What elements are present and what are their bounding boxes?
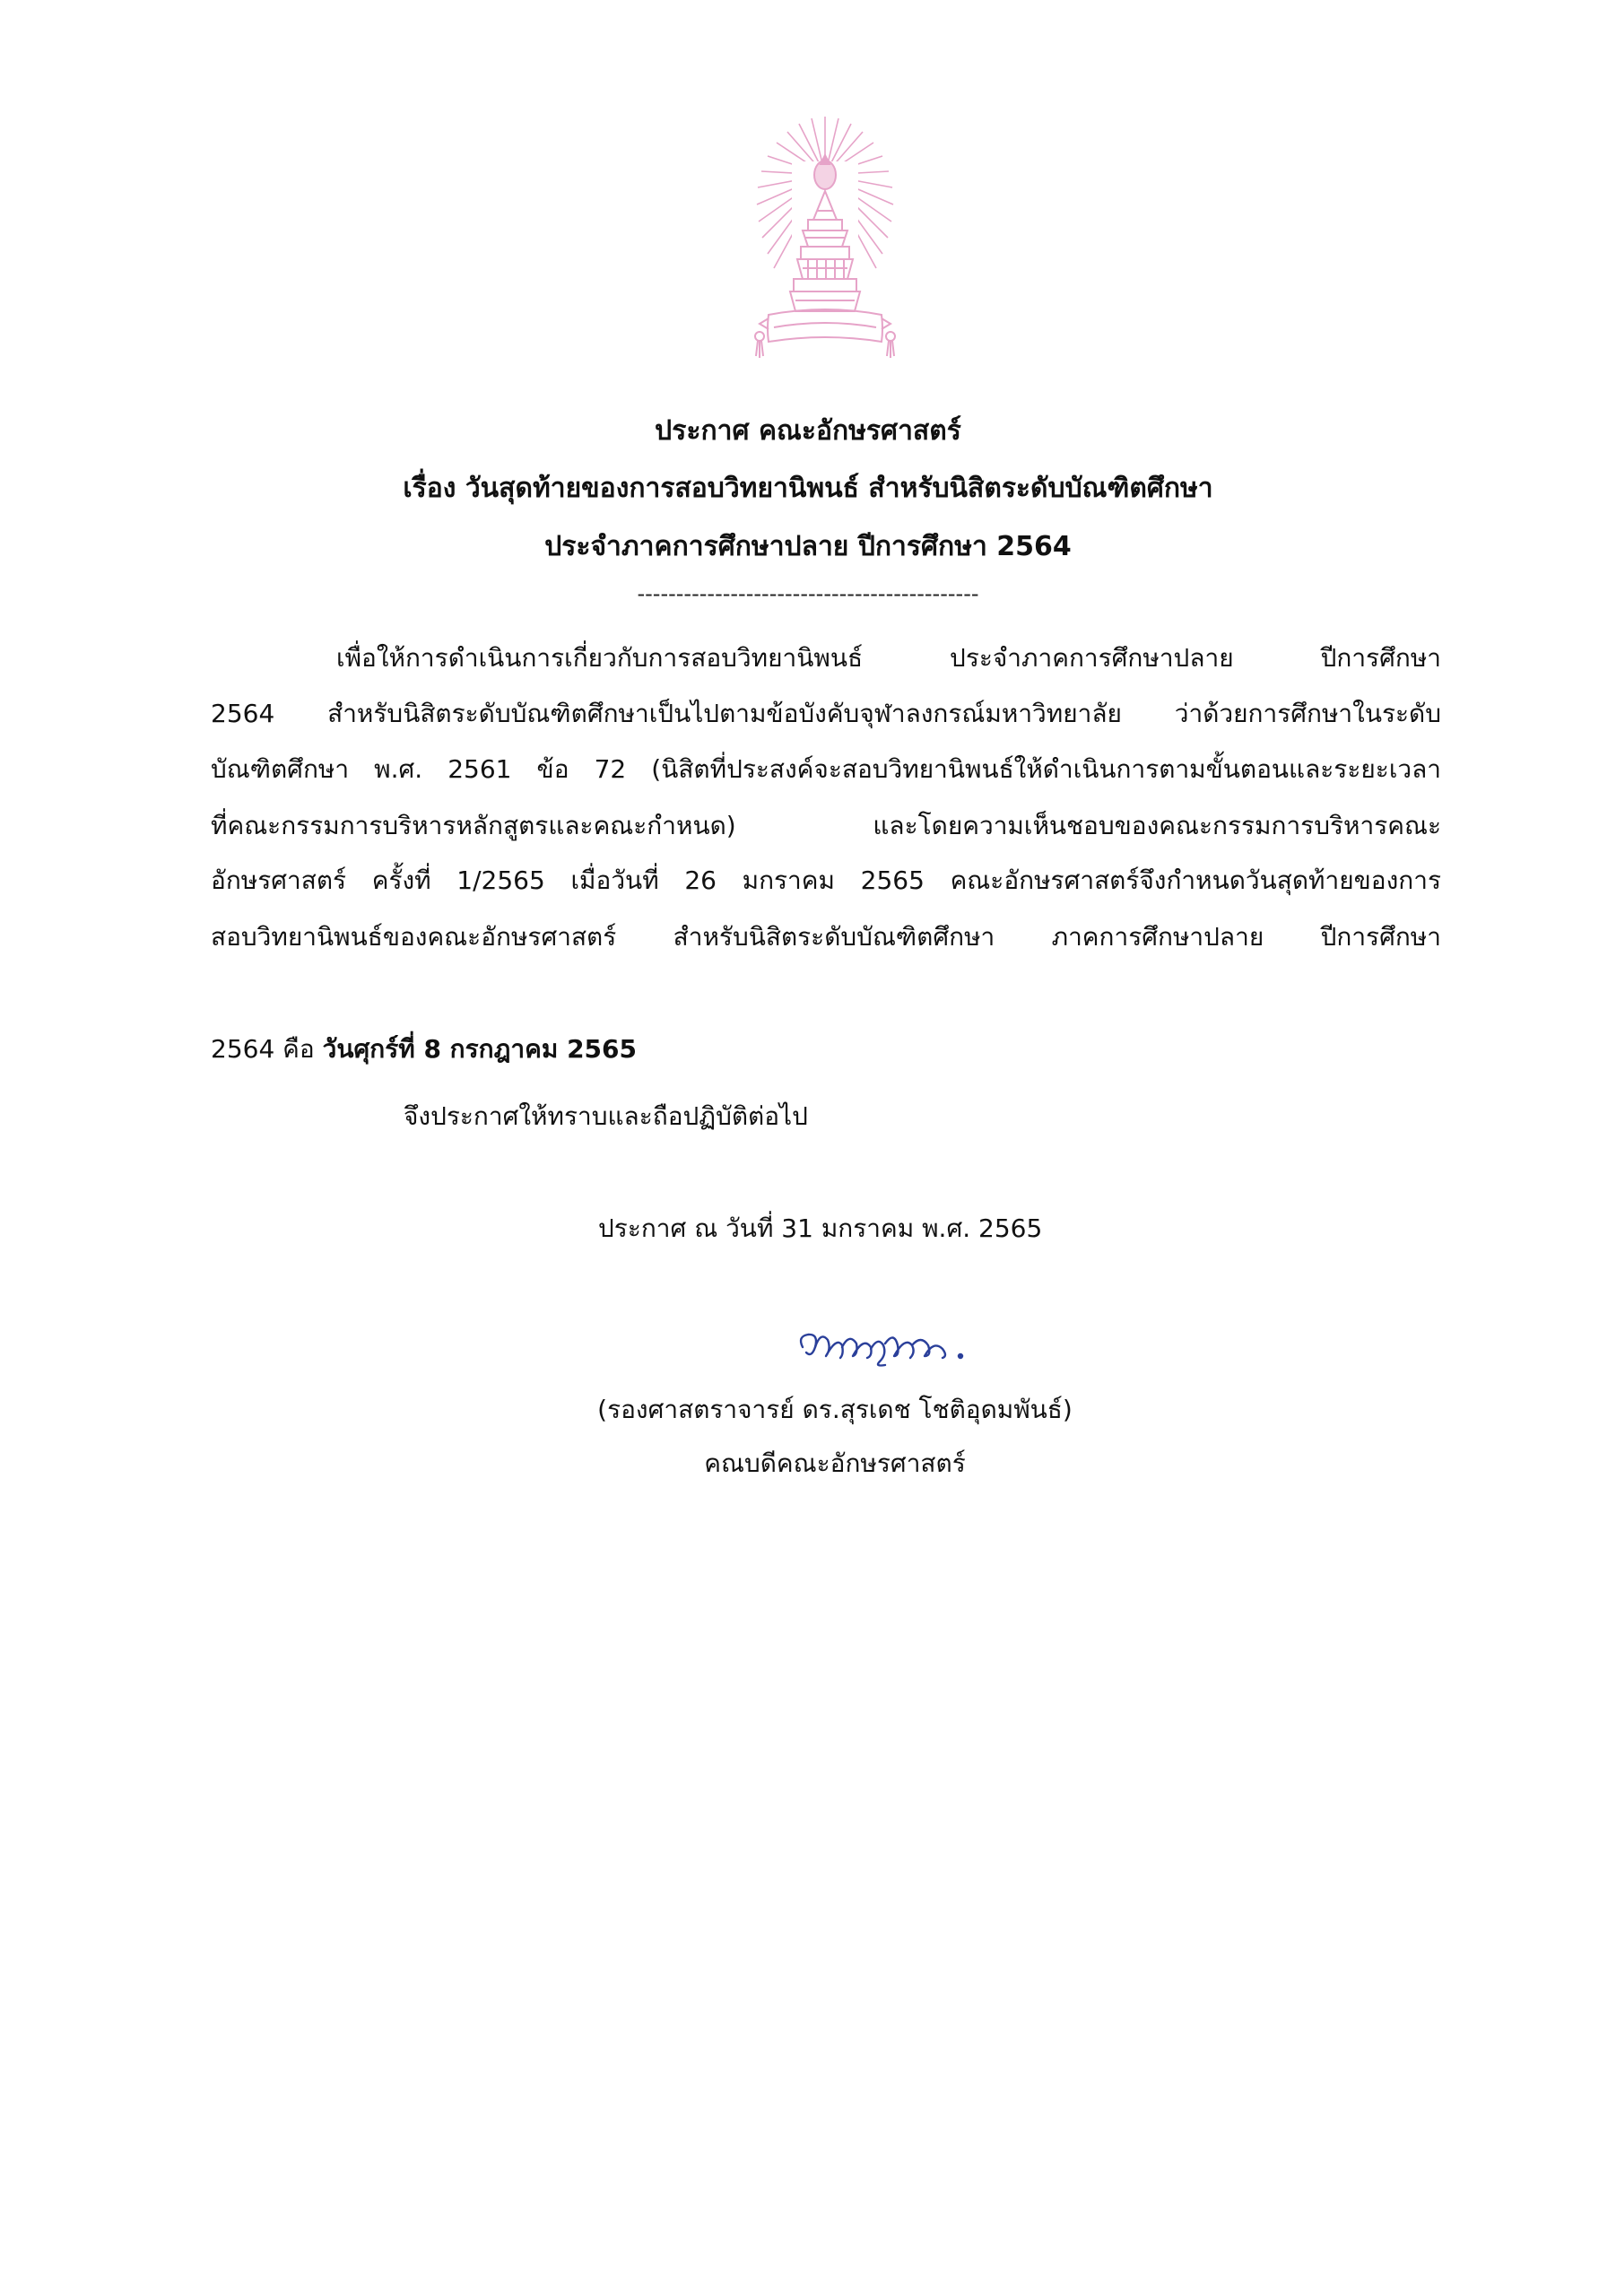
body-line-2: 2564 สำหรับนิสิตระดับบัณฑิตศึกษาเป็นไปตามข้อบังคับจุฬาลงกรณ์มหาวิทยาลัย ว่าด้วยการศึกษาในระดับ [211,699,1441,728]
signer-name: (รองศาสตราจารย์ ดร.สุรเดช โชติอุดมพันธ์) [597,1395,1073,1424]
handwritten-signature [785,1309,1009,1381]
announcement-semester: ประจำภาคการศึกษาปลาย ปีการศึกษา 2564 [544,531,1072,562]
body-line-1: เพื่อให้การดำเนินการเกี่ยวกับการสอบวิทยานิพนธ์ ประจำภาคการศึกษาปลาย ปีการศึกษา [336,643,1441,673]
body-line-4: ที่คณะกรรมการบริหารหลักสูตรและคณะกำหนด) และโดยความเห็นชอบของคณะกรรมการบริหารคณะ [211,811,1441,840]
announcement-subject: เรื่อง วันสุดท้ายของการสอบวิทยานิพนธ์ สำหรับนิสิตระดับบัณฑิตศึกษา [403,473,1213,504]
announcement-date: ประกาศ ณ วันที่ 31 มกราคม พ.ศ. 2565 [598,1213,1043,1243]
body-line-7 [211,1031,1441,1067]
body-line-6: สอบวิทยานิพนธ์ของคณะอักษรศาสตร์ สำหรับนิสิตระดับบัณฑิตศึกษา ภาคการศึกษาปลาย ปีการศึกษา [211,922,1441,952]
chulalongkorn-emblem-icon [749,112,901,386]
body-line-5: อักษรศาสตร์ ครั้งที่ 1/2565 เมื่อวันที่ 26 มกราคม 2565 คณะอักษรศาสตร์จึงกำหนดวันสุดท้ายของการ [211,865,1441,895]
signer-title: คณบดีคณะอักษรศาสตร์ [704,1448,966,1478]
heading-divider: -------------------------------------------- [637,581,979,606]
closing-statement: จึงประกาศให้ทราบและถือปฏิบัติต่อไป [404,1101,808,1131]
announcement-heading: ประกาศ คณะอักษรศาสตร์ [655,415,961,447]
body-line-7-prefix: 2564 คือ [211,1034,323,1064]
deadline-date: วันศุกร์ที่ 8 กรกฎาคม 2565 [322,1034,638,1064]
body-line-3: บัณฑิตศึกษา พ.ศ. 2561 ข้อ 72 (นิสิตที่ประสงค์จะสอบวิทยานิพนธ์ให้ดำเนินการตามขั้นตอนและระยะเวลา [211,754,1441,784]
